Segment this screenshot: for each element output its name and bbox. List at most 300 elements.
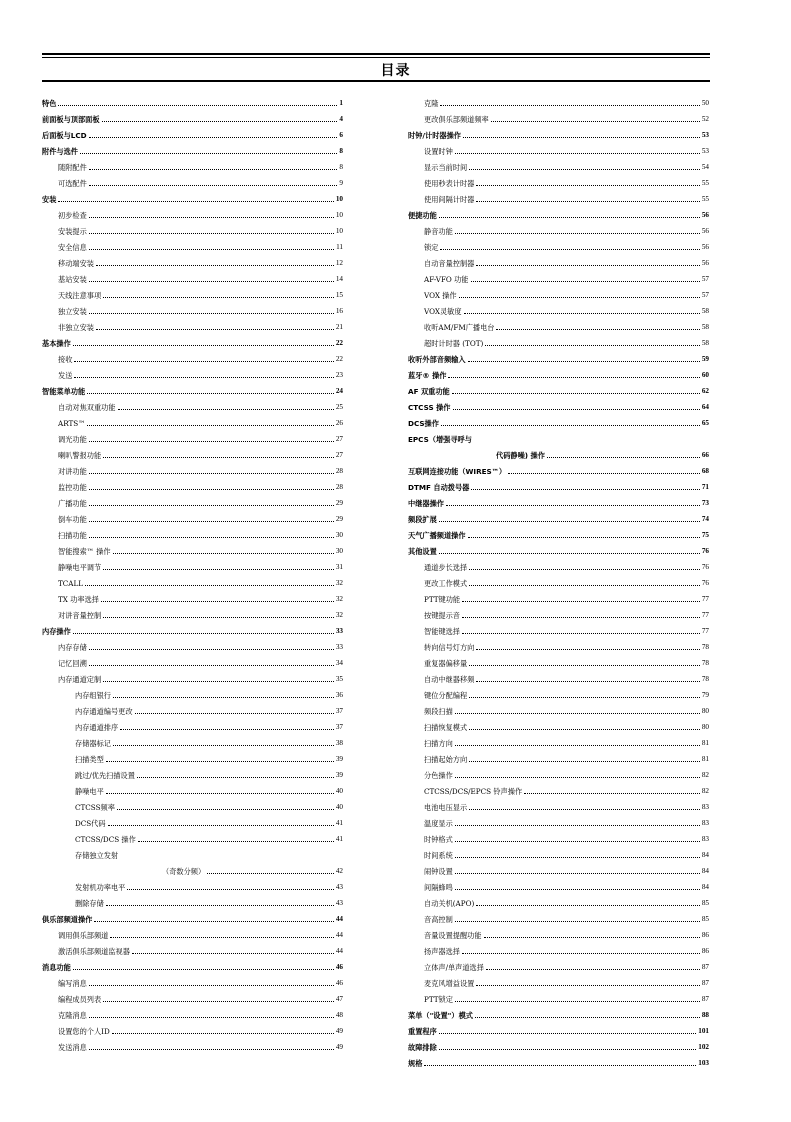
toc-entry-page: 9 (339, 179, 343, 187)
dot-leader (524, 793, 700, 794)
dot-leader (455, 745, 700, 746)
toc-entry-page: 84 (701, 851, 709, 859)
toc-entry[interactable] (42, 892, 343, 908)
dot-leader (74, 377, 333, 378)
toc-entry[interactable] (408, 588, 709, 604)
toc-entry-page: 49 (335, 1043, 343, 1051)
toc-entry[interactable] (42, 572, 343, 588)
toc-entry-title: 移动端安装 (58, 259, 94, 268)
dot-leader (94, 921, 333, 922)
toc-entry-title: 间隔蜂鸣 (424, 883, 453, 892)
toc-entry[interactable] (42, 828, 343, 844)
dot-leader (103, 457, 334, 458)
dot-leader (471, 281, 700, 282)
toc-entry[interactable] (408, 284, 709, 300)
toc-entry-title: 便捷功能 (408, 211, 437, 220)
dot-leader (89, 985, 334, 986)
toc-entry[interactable] (408, 700, 709, 716)
toc-entry[interactable] (42, 156, 343, 172)
toc-entry[interactable] (408, 540, 709, 556)
toc-entry-title: ARTS™ (58, 419, 86, 428)
dot-leader (484, 937, 700, 938)
dot-leader (455, 825, 700, 826)
toc-entry-page: 37 (335, 723, 343, 731)
dot-leader (89, 665, 334, 666)
toc-entry-page: 78 (701, 659, 709, 667)
toc-entry[interactable] (408, 508, 709, 524)
toc-entry-page: 59 (701, 355, 709, 363)
toc-entry-title: 设置时钟 (424, 147, 453, 156)
toc-entry[interactable] (42, 380, 343, 396)
toc-entry-title: 发送消息 (58, 1043, 87, 1052)
toc-entry[interactable] (42, 812, 343, 828)
toc-entry[interactable] (408, 316, 709, 332)
toc-entry[interactable] (42, 124, 343, 140)
toc-entry[interactable] (42, 636, 343, 652)
toc-entry[interactable] (408, 476, 709, 492)
toc-entry[interactable] (42, 988, 343, 1004)
toc-entry-title: DCS操作 (408, 419, 439, 428)
toc-entry-title: 激活俱乐部频道监视器 (58, 947, 130, 956)
toc-entry[interactable] (42, 556, 343, 572)
toc-entry[interactable] (408, 396, 709, 412)
toc-entry-title: PTT锁定 (424, 995, 453, 1004)
dot-leader (476, 681, 699, 682)
dot-leader (462, 953, 700, 954)
toc-entry[interactable] (42, 588, 343, 604)
toc-entry[interactable] (408, 268, 709, 284)
dot-leader (475, 1017, 700, 1018)
toc-entry[interactable] (408, 156, 709, 172)
toc-entry[interactable] (42, 220, 343, 236)
toc-entry[interactable] (408, 252, 709, 268)
dot-leader (455, 889, 700, 890)
toc-entry[interactable] (408, 956, 709, 972)
toc-entry[interactable] (408, 204, 709, 220)
toc-entry[interactable] (42, 396, 343, 412)
toc-entry[interactable] (408, 924, 709, 940)
toc-entry-title: 自动关机(APO) (424, 899, 475, 908)
dot-leader (455, 153, 700, 154)
dot-leader (73, 969, 334, 970)
top-rule-thin (42, 57, 710, 58)
toc-entry-title: AF 双重功能 (408, 387, 450, 396)
toc-entry-page: 28 (335, 467, 343, 475)
toc-entry-title: 转向信号灯方向 (424, 643, 475, 652)
dot-leader (113, 745, 334, 746)
toc-entry[interactable] (408, 572, 709, 588)
toc-entry-page: 27 (335, 435, 343, 443)
toc-entry[interactable] (42, 108, 343, 124)
toc-entry[interactable] (408, 716, 709, 732)
toc-entry[interactable] (408, 220, 709, 236)
toc-entry[interactable] (408, 124, 709, 140)
toc-entry[interactable] (408, 188, 709, 204)
toc-entry[interactable] (408, 92, 709, 108)
toc-entry[interactable] (42, 460, 343, 476)
toc-entry[interactable] (408, 988, 709, 1004)
toc-entry-title: 闹钟设置 (424, 867, 453, 876)
dot-leader (89, 537, 334, 538)
toc-entry-page: 85 (701, 915, 709, 923)
toc-entry-title: 基本操作 (42, 339, 71, 348)
dot-leader (106, 793, 334, 794)
toc-entry[interactable] (408, 172, 709, 188)
toc-entry-page: 58 (701, 323, 709, 331)
dot-leader (547, 457, 700, 458)
toc-entry[interactable] (408, 140, 709, 156)
toc-entry[interactable] (42, 172, 343, 188)
toc-entry-page: 36 (335, 691, 343, 699)
toc-entry-page: 47 (335, 995, 343, 1003)
toc-entry[interactable] (408, 332, 709, 348)
toc-entry[interactable] (42, 716, 343, 732)
toc-entry[interactable] (408, 636, 709, 652)
dot-leader (108, 825, 334, 826)
toc-entry-title: 自动音量控制器 (424, 259, 475, 268)
toc-entry[interactable] (408, 1036, 709, 1052)
dot-leader (464, 313, 700, 314)
toc-entry-page: 37 (335, 707, 343, 715)
toc-entry-title: 扫描类型 (75, 755, 104, 764)
toc-entry[interactable] (42, 1004, 343, 1020)
toc-entry[interactable] (408, 428, 709, 444)
toc-entry-title: CTCSS/DCS 操作 (75, 835, 136, 844)
dot-leader (73, 345, 334, 346)
dot-leader (106, 761, 334, 762)
toc-entry-page: 80 (701, 707, 709, 715)
toc-entry[interactable] (42, 316, 343, 332)
toc-entry-title: 监控功能 (58, 483, 87, 492)
dot-leader (58, 105, 337, 106)
dot-leader (118, 409, 334, 410)
toc-entry[interactable] (408, 780, 709, 796)
toc-entry-title: 中继器操作 (408, 499, 444, 508)
toc-entry[interactable] (42, 700, 343, 716)
toc-entry[interactable] (408, 652, 709, 668)
toc-entry-page: 86 (701, 931, 709, 939)
toc-entry[interactable] (408, 300, 709, 316)
toc-entry-title: 智能键选择 (424, 627, 460, 636)
toc-entry-title: 基站安装 (58, 275, 87, 284)
toc-entry-page: 55 (701, 195, 709, 203)
toc-entry-title: 编写消息 (58, 979, 87, 988)
toc-entry[interactable] (42, 476, 343, 492)
toc-entry-page: 103 (698, 1059, 709, 1067)
toc-entry-title: 互联网连接功能（WIRES™） (408, 467, 507, 476)
toc-entry[interactable] (42, 236, 343, 252)
toc-entry[interactable] (42, 428, 343, 444)
toc-entry[interactable] (408, 892, 709, 908)
toc-entry-title: 克隆消息 (58, 1011, 87, 1020)
toc-entry-title: 扫描功能 (58, 531, 87, 540)
toc-entry[interactable] (408, 748, 709, 764)
toc-entry-title: TCALL (58, 579, 84, 588)
toc-entry[interactable] (42, 508, 343, 524)
toc-entry[interactable] (42, 796, 343, 812)
dot-leader (207, 873, 334, 874)
toc-entry[interactable] (42, 764, 343, 780)
toc-entry[interactable] (42, 1036, 343, 1052)
toc-entry-page: 85 (701, 899, 709, 907)
toc-entry[interactable] (408, 876, 709, 892)
toc-entry-page: 10 (335, 211, 343, 219)
toc-entry-page: 33 (335, 643, 343, 651)
toc-entry-title: 静噪电平调节 (58, 563, 102, 572)
toc-entry[interactable] (408, 796, 709, 812)
toc-entry[interactable] (408, 524, 709, 540)
toc-entry-page: 38 (335, 739, 343, 747)
toc-entry[interactable] (408, 1020, 709, 1036)
toc-entry-title: 跳过/优先扫描设置 (75, 771, 135, 780)
toc-entry[interactable] (408, 828, 709, 844)
toc-entry[interactable] (42, 444, 343, 460)
toc-entry[interactable] (42, 732, 343, 748)
toc-entry[interactable] (42, 684, 343, 700)
toc-entry[interactable] (42, 940, 343, 956)
toc-entry-page: 24 (335, 387, 343, 395)
dot-leader (87, 393, 334, 394)
toc-entry-page: 12 (335, 259, 343, 267)
toc-entry-title: 前面板与顶部面板 (42, 115, 100, 124)
toc-entry[interactable] (42, 972, 343, 988)
toc-entry[interactable] (408, 444, 709, 460)
toc-entry-page: 66 (701, 451, 709, 459)
toc-entry-page: 10 (335, 195, 343, 203)
toc-entry-title: PTT键功能 (424, 595, 461, 604)
dot-leader (476, 649, 699, 650)
toc-entry-page: 84 (701, 867, 709, 875)
toc-entry-title: 频段扩展 (408, 515, 437, 524)
toc-entry[interactable] (408, 460, 709, 476)
toc-entry[interactable] (42, 268, 343, 284)
toc-entry-title: 安全信息 (58, 243, 87, 252)
toc-entry-title: 对讲功能 (58, 467, 87, 476)
dot-leader (463, 137, 700, 138)
dot-leader (103, 297, 334, 298)
toc-entry-title: 静噪电平 (75, 787, 104, 796)
dot-leader (112, 1033, 334, 1034)
toc-entry-title: 记忆回溯 (58, 659, 87, 668)
toc-entry[interactable] (408, 684, 709, 700)
toc-entry[interactable] (42, 540, 343, 556)
dot-leader (138, 841, 334, 842)
toc-entry[interactable] (408, 492, 709, 508)
toc-entry-page: 10 (335, 227, 343, 235)
toc-entry[interactable] (42, 652, 343, 668)
toc-entry[interactable] (42, 620, 343, 636)
toc-entry-page: 22 (335, 355, 343, 363)
dot-leader (89, 169, 338, 170)
toc-entry[interactable] (42, 524, 343, 540)
dot-leader (491, 121, 700, 122)
toc-entry-page: 80 (701, 723, 709, 731)
dot-leader (469, 665, 700, 666)
toc-left-column (42, 92, 343, 1052)
dot-leader (508, 473, 700, 474)
dot-leader (469, 809, 700, 810)
toc-entry-page: 56 (701, 227, 709, 235)
toc-entry[interactable] (42, 908, 343, 924)
toc-entry[interactable] (42, 860, 343, 876)
dot-leader (452, 393, 700, 394)
toc-entry[interactable] (42, 748, 343, 764)
toc-entry[interactable] (408, 620, 709, 636)
toc-entry[interactable] (408, 108, 709, 124)
dot-leader (89, 489, 334, 490)
dot-leader (117, 809, 334, 810)
toc-entry[interactable] (42, 332, 343, 348)
toc-entry[interactable] (42, 780, 343, 796)
toc-entry[interactable] (408, 972, 709, 988)
toc-entry[interactable] (42, 492, 343, 508)
toc-entry[interactable] (42, 252, 343, 268)
toc-entry-title: 调用俱乐部频道 (58, 931, 109, 940)
toc-entry[interactable] (42, 348, 343, 364)
toc-entry-title: 时间系统 (424, 851, 453, 860)
toc-entry[interactable] (408, 732, 709, 748)
dot-leader (89, 185, 338, 186)
toc-entry[interactable] (408, 940, 709, 956)
dot-leader (89, 233, 334, 234)
toc-entry-title: 电池电压显示 (424, 803, 468, 812)
toc-entry[interactable] (408, 908, 709, 924)
toc-entry[interactable] (408, 364, 709, 380)
toc-entry-page: 81 (701, 755, 709, 763)
toc-entry-page: 55 (701, 179, 709, 187)
toc-entry[interactable] (42, 188, 343, 204)
toc-entry[interactable] (408, 604, 709, 620)
toc-entry[interactable] (42, 204, 343, 220)
toc-entry-page: 76 (701, 547, 709, 555)
dot-leader (89, 505, 334, 506)
toc-entry[interactable] (42, 1020, 343, 1036)
dot-leader (80, 153, 337, 154)
toc-entry-title: 麦克风增益设置 (424, 979, 475, 988)
dot-leader (476, 185, 699, 186)
toc-entry-title: VOX 操作 (424, 291, 457, 300)
toc-entry[interactable] (42, 364, 343, 380)
toc-entry[interactable] (42, 876, 343, 892)
dot-leader (441, 425, 700, 426)
dot-leader (462, 617, 700, 618)
toc-entry-title: 可选配件 (58, 179, 87, 188)
toc-entry-page: 87 (701, 963, 709, 971)
toc-entry[interactable] (408, 1004, 709, 1020)
toc-entry-page: 81 (701, 739, 709, 747)
toc-entry[interactable] (42, 956, 343, 972)
toc-entry-page: 77 (701, 611, 709, 619)
toc-entry-title: 内存存储 (58, 643, 87, 652)
toc-entry-page: 83 (701, 835, 709, 843)
dot-leader (132, 953, 334, 954)
toc-entry-title: 倒车功能 (58, 515, 87, 524)
toc-entry[interactable] (408, 1052, 709, 1068)
dot-leader (113, 697, 334, 698)
toc-entry-page: 27 (335, 451, 343, 459)
toc-entry[interactable] (408, 668, 709, 684)
toc-entry[interactable] (408, 348, 709, 364)
toc-entry-page: 83 (701, 803, 709, 811)
top-rule-thick (42, 53, 710, 55)
toc-entry-title: 内存通道定制 (58, 675, 102, 684)
toc-entry-page: 25 (335, 403, 343, 411)
toc-entry-page: 53 (701, 131, 709, 139)
toc-entry[interactable] (408, 380, 709, 396)
toc-entry-title: 安装提示 (58, 227, 87, 236)
dot-leader (476, 201, 699, 202)
toc-entry-title: DCS代码 (75, 819, 106, 828)
toc-entry-title: 扬声器选择 (424, 947, 460, 956)
dot-leader (89, 313, 334, 314)
toc-entry[interactable] (42, 844, 343, 860)
toc-entry[interactable] (42, 924, 343, 940)
toc-entry[interactable] (408, 764, 709, 780)
toc-entry[interactable] (42, 284, 343, 300)
toc-entry-page: 22 (335, 339, 343, 347)
toc-entry[interactable] (42, 412, 343, 428)
toc-entry[interactable] (42, 92, 343, 108)
toc-entry-title: 菜单（"设置"）模式 (408, 1011, 473, 1020)
toc-entry-title: 其他设置 (408, 547, 437, 556)
toc-entry-page: 14 (335, 275, 343, 283)
toc-entry-title: 重置程序 (408, 1027, 437, 1036)
toc-entry-page: 32 (335, 579, 343, 587)
toc-entry[interactable] (408, 860, 709, 876)
toc-entry[interactable] (42, 668, 343, 684)
toc-entry-page: 57 (701, 275, 709, 283)
toc-entry-title: 使用秒表计时器 (424, 179, 475, 188)
toc-entry-page: 41 (335, 835, 343, 843)
toc-entry[interactable] (42, 140, 343, 156)
toc-entry[interactable] (408, 812, 709, 828)
toc-entry-title: 自动中继器移频 (424, 675, 475, 684)
toc-entry[interactable] (42, 300, 343, 316)
toc-entry-page: 76 (701, 579, 709, 587)
toc-entry-page: 39 (335, 755, 343, 763)
dot-leader (89, 521, 334, 522)
toc-entry-page: 41 (335, 819, 343, 827)
toc-entry-title: 删除存储 (75, 899, 104, 908)
toc-entry-title: 克隆 (424, 99, 439, 108)
toc-entry[interactable] (408, 556, 709, 572)
dot-leader (96, 265, 334, 266)
toc-entry-page: 23 (335, 371, 343, 379)
toc-entry-page: 77 (701, 627, 709, 635)
dot-leader (424, 1065, 696, 1066)
dot-leader (113, 553, 334, 554)
toc-right-column (408, 92, 709, 1068)
toc-entry[interactable] (408, 236, 709, 252)
toc-entry-title: 规格 (408, 1059, 423, 1068)
toc-entry-page: 53 (701, 147, 709, 155)
toc-entry-page: 84 (701, 883, 709, 891)
toc-entry[interactable] (408, 412, 709, 428)
toc-entry-page: 42 (335, 867, 343, 875)
toc-entry[interactable] (408, 844, 709, 860)
page-title: 目录 (380, 63, 411, 79)
toc-entry-title: 扫描恢复模式 (424, 723, 468, 732)
toc-entry-title: 编程成员列表 (58, 995, 102, 1004)
toc-entry-title: CTCSS/DCS/EPCS 铃声操作 (424, 787, 523, 796)
dot-leader (462, 633, 700, 634)
toc-entry-page: 28 (335, 483, 343, 491)
toc-entry-title: 特色 (42, 99, 57, 108)
toc-entry-page: 82 (701, 787, 709, 795)
dot-leader (459, 297, 700, 298)
toc-entry[interactable] (42, 604, 343, 620)
toc-entry-page: 101 (698, 1027, 709, 1035)
